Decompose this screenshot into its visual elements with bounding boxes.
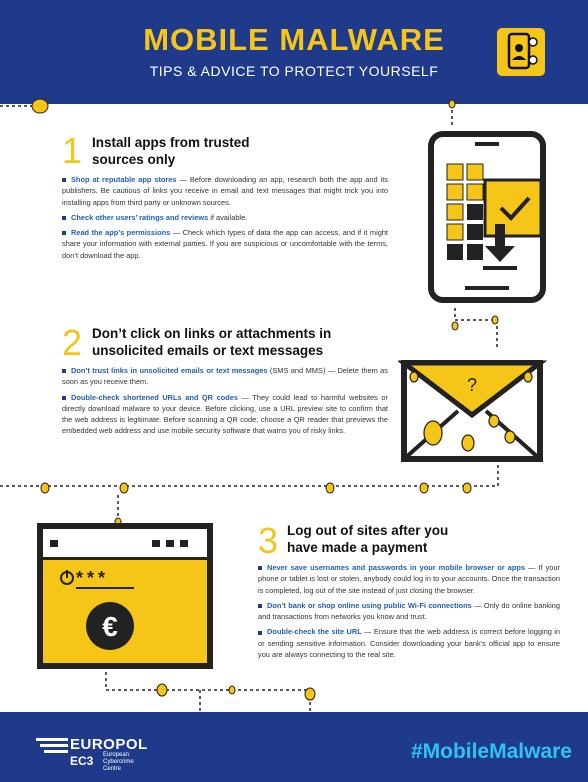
heading-line: Log out of sites after you	[287, 523, 449, 538]
tip-lead: Double-check shortened URLs and QR codes	[71, 392, 238, 402]
heading-line: Install apps from trusted	[92, 135, 250, 150]
europol-logo-icon	[36, 736, 70, 766]
section-number: 1	[62, 130, 83, 171]
tip-item	[62, 212, 388, 223]
tip-lead: Don’t bank or shop online using public Wi-Fi connections	[267, 600, 472, 610]
tip-lead: Double-check the site URL	[267, 627, 362, 637]
tip-text: — Ensure that the web address is correct before logging in or sending sensitive information. Consider downloading your bank’s official app to ensure you are always connecting to the real site.	[258, 627, 560, 660]
page-title: MOBILE MALWARE	[143, 22, 445, 57]
tip-lead: Check other users’ ratings and reviews	[71, 212, 209, 222]
section-number: 2	[62, 322, 83, 363]
password-mask: ***	[76, 568, 110, 588]
heading-line: have made a payment	[287, 540, 428, 555]
currency-symbol: €	[102, 611, 118, 642]
tip-lead: Never save usernames and passwords in your mobile browser or apps	[267, 563, 525, 572]
hashtag: #MobileMalware	[410, 740, 572, 763]
tip-lead: Don’t trust links in unsolicited emails or text messages	[71, 366, 268, 375]
logo-ec3: EC3	[70, 754, 94, 768]
logo-ec3-text: European Cybercrime Centre	[103, 752, 134, 772]
section-number: 3	[258, 520, 279, 561]
tip-lead: Shop at reputable app stores	[71, 175, 177, 184]
tip-item	[258, 626, 560, 660]
tip-text: — Check which types of data the app can access, and if it might share your information with external parties. If you are suspicious or uncomfortable with the terms, don’t download the app.	[62, 228, 388, 260]
heading-line: sources only	[92, 152, 176, 167]
section-body	[62, 174, 388, 265]
tip-text: — Before downloading an app, research both the app and its publishers. Be cautious of links you receive in email and text messages that might trick you into installing apps from third party or unknown sources.	[62, 175, 388, 207]
tip-text: if available.	[208, 212, 248, 222]
tip-text: — If your phone or tablet is lost or stolen, anybody could log in to your accounts. Once the transaction is completed, log out of the site instead of just closing the browser.	[258, 563, 560, 595]
section-body	[258, 562, 560, 664]
logo-europol: EUROPOL	[70, 736, 148, 753]
section-heading	[92, 134, 352, 168]
heading-line: unsolicited emails or text messages	[92, 343, 324, 358]
tip-text: (SMS and MMS) — Delete them as soon as you receive them.	[62, 366, 388, 387]
page-subtitle: TIPS & ADVICE TO PROTECT YOURSELF	[149, 63, 439, 79]
envelope-mark: ?	[466, 375, 478, 395]
heading-line: Don’t click on links or attachments in	[92, 326, 332, 341]
tip-item	[258, 600, 560, 623]
tip-lead: Read the app’s permissions	[71, 228, 171, 238]
envelope-bugs-icon	[398, 355, 548, 465]
tip-item	[62, 392, 388, 437]
tip-item	[62, 227, 388, 261]
tip-text: — Only do online banking and transactions from networks you know and trust.	[258, 600, 560, 622]
browser-payment-icon	[36, 520, 214, 670]
section-body	[62, 365, 388, 441]
tip-text: — They could lead to harmful websites or directly download malware to your device. Before clicking, use a URL preview site to confirm that the web address is legitimate. Before scanning a QR code, choose a QR reader that previews the embedded web address and use mobile security software that warns you of risky links.	[62, 392, 389, 436]
tip-item	[258, 562, 560, 596]
section-heading	[92, 325, 382, 359]
phone-download-icon	[425, 128, 555, 308]
tip-item	[62, 365, 388, 388]
tip-item	[62, 174, 388, 208]
section-heading	[287, 522, 547, 556]
